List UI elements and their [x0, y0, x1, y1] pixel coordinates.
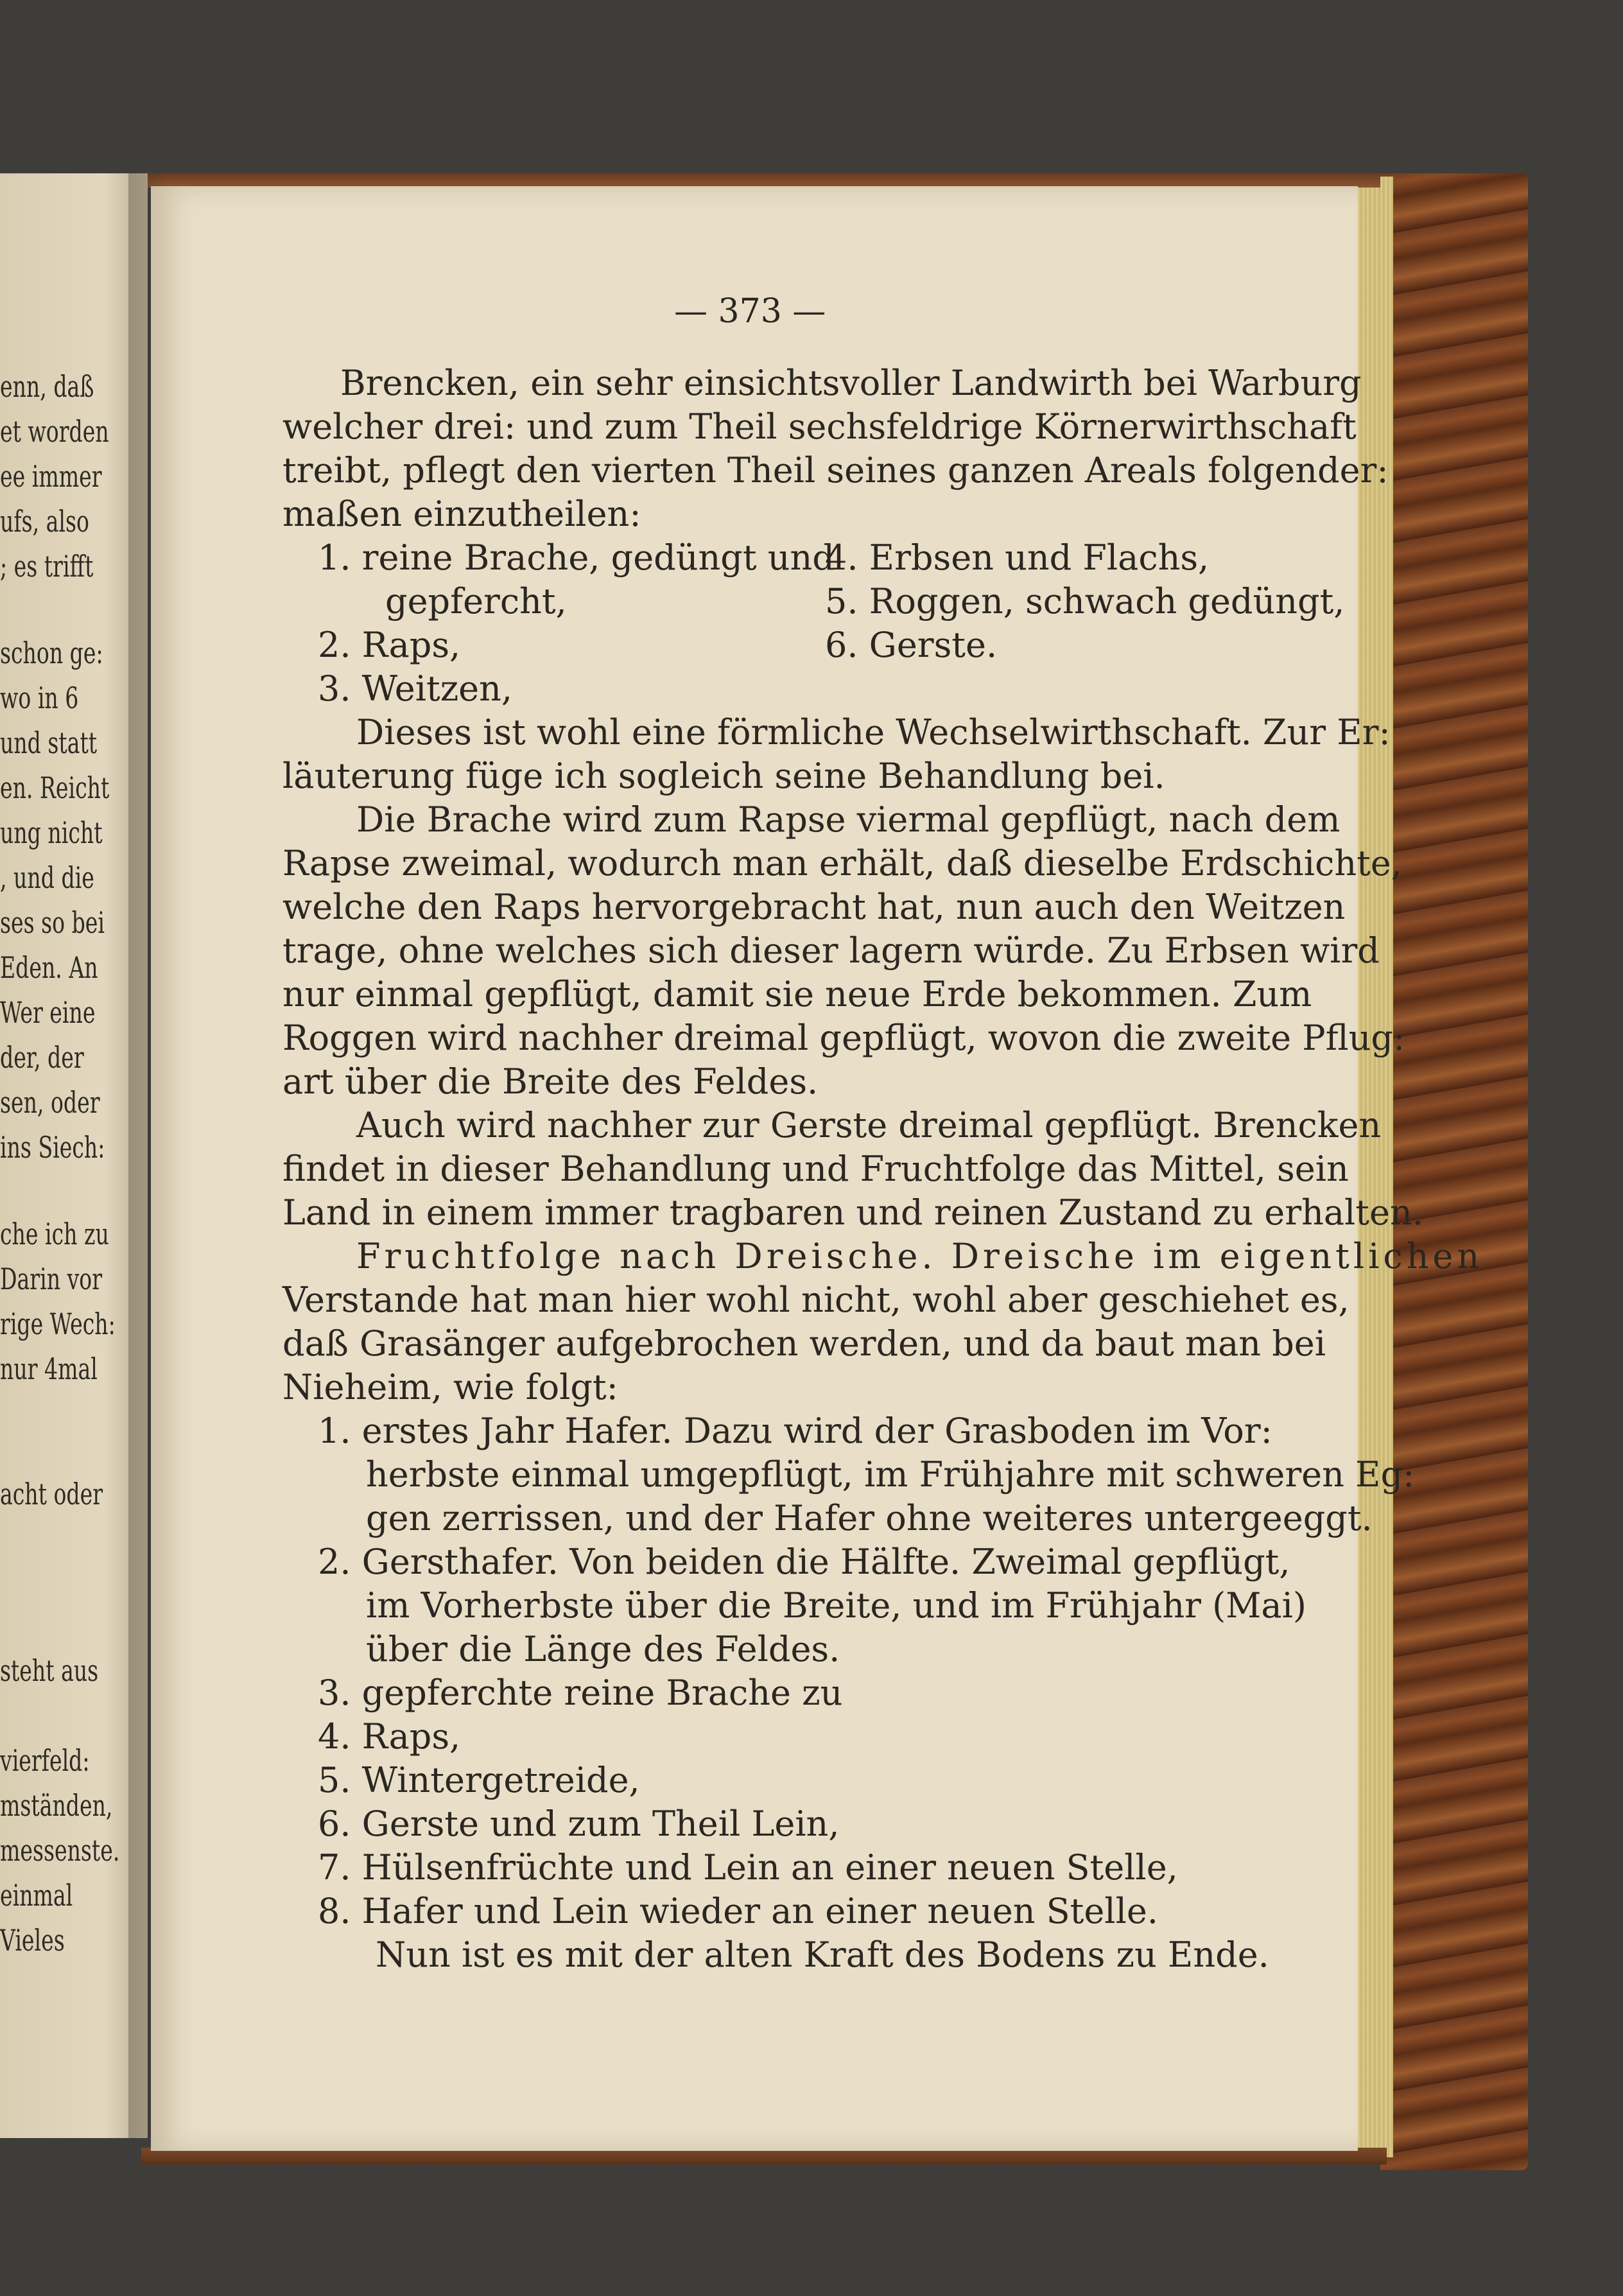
text-line: Nun ist es mit der alten Kraft des Bodens zu Ende. [376, 1935, 1269, 1975]
left-fragment: ins Siech: [0, 1130, 105, 1165]
text-line: maßen einzutheilen: [282, 494, 641, 534]
left-fragment: Vieles [0, 1923, 65, 1958]
text-line: Rapse zweimal, wodurch man erhält, daß dieselbe Erdschichte, [282, 843, 1402, 883]
text-line: Nieheim, wie folgt: [282, 1367, 618, 1407]
text-line: daß Grasänger aufgebrochen werden, und da baut man bei [282, 1323, 1326, 1364]
left-fragment: ufs, also [0, 504, 89, 539]
text-line: welche den Raps hervorgebracht hat, nun auch den Weitzen [282, 887, 1346, 927]
left-fragment: steht aus [0, 1653, 99, 1688]
left-fragment: ; es trifft [0, 549, 94, 584]
text-line: Dieses ist wohl eine förmliche Wechselwirthschaft. Zur Er: [356, 712, 1391, 752]
left-fragment: ee immer [0, 459, 102, 494]
left-fragment: der, der [0, 1040, 84, 1075]
list-item-continuation: gepfercht, [385, 581, 567, 622]
list-item: 3. gepferchte reine Brache zu [318, 1673, 843, 1713]
text-line: Verstande hat man hier wohl nicht, wohl aber geschiehet es, [282, 1280, 1350, 1320]
list-item: 1. erstes Jahr Hafer. Dazu wird der Grasboden im Vor: [318, 1411, 1272, 1451]
list-item: 6. Gerste und zum Theil Lein, [318, 1804, 840, 1844]
left-fragment: mständen, [0, 1788, 113, 1823]
list-item: 8. Hafer und Lein wieder an einer neuen Stelle. [318, 1891, 1158, 1931]
text-line: läuterung füge ich sogleich seine Behandlung bei. [282, 756, 1165, 796]
left-fragment: vierfeld: [0, 1743, 90, 1778]
text-line: Auch wird nachher zur Gerste dreimal gepflügt. Brencken [356, 1105, 1382, 1145]
section-heading-line: Fruchtfolge nach Dreische. Dreische im eigentlichen [356, 1236, 1484, 1276]
left-fragment: Wer eine [0, 995, 96, 1030]
left-fragment: , und die [0, 860, 94, 895]
left-fragment: nur 4mal [0, 1352, 98, 1386]
text-line: Land in einem immer tragbaren und reinen Zustand zu erhalten. [282, 1192, 1423, 1233]
list-item: 7. Hülsenfrüchte und Lein an einer neuen Stelle, [318, 1847, 1178, 1888]
text-line: Die Brache wird zum Rapse viermal gepflügt, nach dem [356, 799, 1341, 840]
left-fragment: und statt [0, 726, 98, 760]
list-item-continuation: herbste einmal umgepflügt, im Frühjahre mit schweren Eg: [366, 1454, 1415, 1495]
left-fragment: wo in 6 [0, 681, 79, 715]
left-fragment: einmal [0, 1878, 73, 1913]
text-line: trage, ohne welches sich dieser lagern würde. Zu Erbsen wird [282, 930, 1380, 971]
list-item-continuation: über die Länge des Feldes. [366, 1629, 840, 1669]
left-fragment: enn, daß [0, 369, 94, 404]
page-number: — 373 — [674, 292, 826, 331]
text-line: Brencken, ein sehr einsichtsvoller Landwirth bei Warburg [340, 363, 1362, 403]
left-fragment: sen, oder [0, 1085, 100, 1120]
left-fragment: ses so bei [0, 905, 105, 940]
list-item: 5. Roggen, schwach gedüngt, [825, 581, 1345, 622]
left-fragment: messenste. [0, 1833, 120, 1868]
left-fragment: et worden [0, 414, 109, 449]
text-line: findet in dieser Behandlung und Fruchtfolge das Mittel, sein [282, 1149, 1349, 1189]
list-item: 2. Raps, [318, 625, 461, 665]
list-item: 4. Erbsen und Flachs, [825, 537, 1210, 578]
text-line: Roggen wird nachher dreimal gepflügt, wovon die zweite Pflug: [282, 1018, 1405, 1058]
left-fragment: Darin vor [0, 1262, 103, 1296]
text-line: nur einmal gepflügt, damit sie neue Erde bekommen. Zum [282, 974, 1312, 1014]
left-fragment: che ich zu [0, 1217, 109, 1251]
left-fragment: Eden. An [0, 950, 98, 985]
book-cover-edge [1380, 173, 1528, 2170]
text-line: art über die Breite des Feldes. [282, 1061, 819, 1102]
left-fragment: en. Reicht [0, 770, 110, 805]
left-fragment: schon ge: [0, 636, 103, 670]
top-cover-edge [141, 173, 1380, 187]
list-item: 4. Raps, [318, 1716, 461, 1757]
left-fragment: acht oder [0, 1477, 103, 1511]
left-facing-page [0, 173, 148, 2138]
list-item: 3. Weitzen, [318, 668, 513, 709]
text-line: welcher drei: und zum Theil sechsfeldrige Körnerwirthschaft [282, 406, 1357, 447]
list-item: 5. Wintergetreide, [318, 1760, 640, 1800]
list-item: 1. reine Brache, gedüngt und [318, 537, 835, 578]
text-line: treibt, pflegt den vierten Theil seines ganzen Areals folgender: [282, 450, 1389, 491]
list-item-continuation: im Vorherbste über die Breite, und im Frühjahr (Mai) [366, 1585, 1306, 1626]
list-item: 2. Gersthafer. Von beiden die Hälfte. Zweimal gepflügt, [318, 1542, 1290, 1582]
list-item-continuation: gen zerrissen, und der Hafer ohne weiteres untergeeggt. [366, 1498, 1373, 1538]
list-item: 6. Gerste. [825, 625, 998, 665]
left-fragment: ung nicht [0, 815, 103, 850]
left-fragment: rige Wech: [0, 1307, 116, 1341]
